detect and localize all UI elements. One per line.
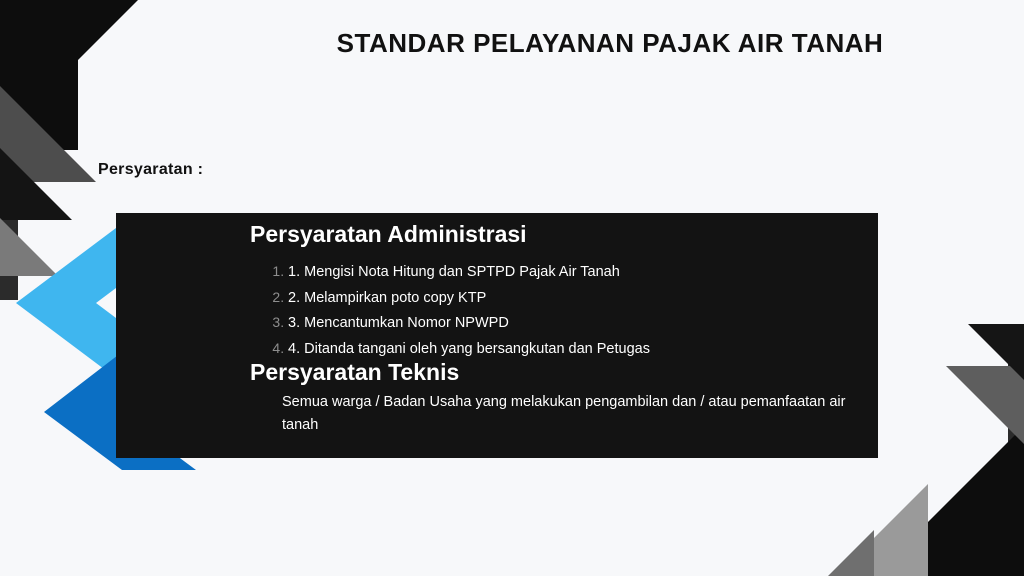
decor-bottom-right-black-triangle-1	[874, 426, 1024, 576]
decor-top-left-black-triangle-2	[0, 148, 72, 220]
decor-top-left-gray-triangle-1	[0, 0, 118, 118]
decor-top-left-gray-triangle-2	[0, 86, 96, 182]
list-item-text: 2. Melampirkan poto copy KTP	[288, 289, 487, 306]
decor-bottom-right-gray-triangle-1	[836, 484, 928, 576]
decor-bottom-right-strip	[1008, 336, 1024, 576]
list-item	[288, 285, 650, 311]
decor-bottom-right-gray-triangle-2	[946, 366, 1024, 444]
decor-top-left-black-triangle-1	[76, 0, 138, 62]
decor-bottom-right-black-triangle-2	[968, 324, 1024, 380]
decor-top-left-gray-triangle-3	[0, 218, 58, 276]
list-item-text: 3. Mencantumkan Nomor NPWPD	[288, 315, 509, 331]
section-heading-teknis: Persyaratan Teknis	[250, 359, 460, 385]
administrasi-list	[266, 259, 650, 361]
content-panel-inner	[116, 213, 878, 458]
section-heading-administrasi: Persyaratan Administrasi	[250, 221, 527, 247]
list-item-text: 1. Mengisi Nota Hitung dan SPTPD Pajak Air Tanah	[288, 264, 620, 280]
list-item	[288, 336, 650, 362]
list-item	[288, 310, 650, 336]
decor-bottom-right-gray-triangle-3	[828, 530, 874, 576]
requirements-label: Persyaratan :	[98, 161, 204, 178]
list-item-text: 4. Ditanda tangani oleh yang bersangkutan dan Petugas	[288, 340, 650, 357]
decor-top-left-strip	[0, 0, 18, 300]
list-item	[288, 259, 650, 285]
content-panel	[116, 213, 878, 458]
page-title: STANDAR PELAYANAN PAJAK AIR TANAH	[336, 28, 884, 58]
decor-top-left-black-block	[0, 0, 78, 150]
section-body-teknis: Semua warga / Badan Usaha yang melakukan pengambilan dan / atau pemanfaatan air tanah	[282, 394, 846, 433]
